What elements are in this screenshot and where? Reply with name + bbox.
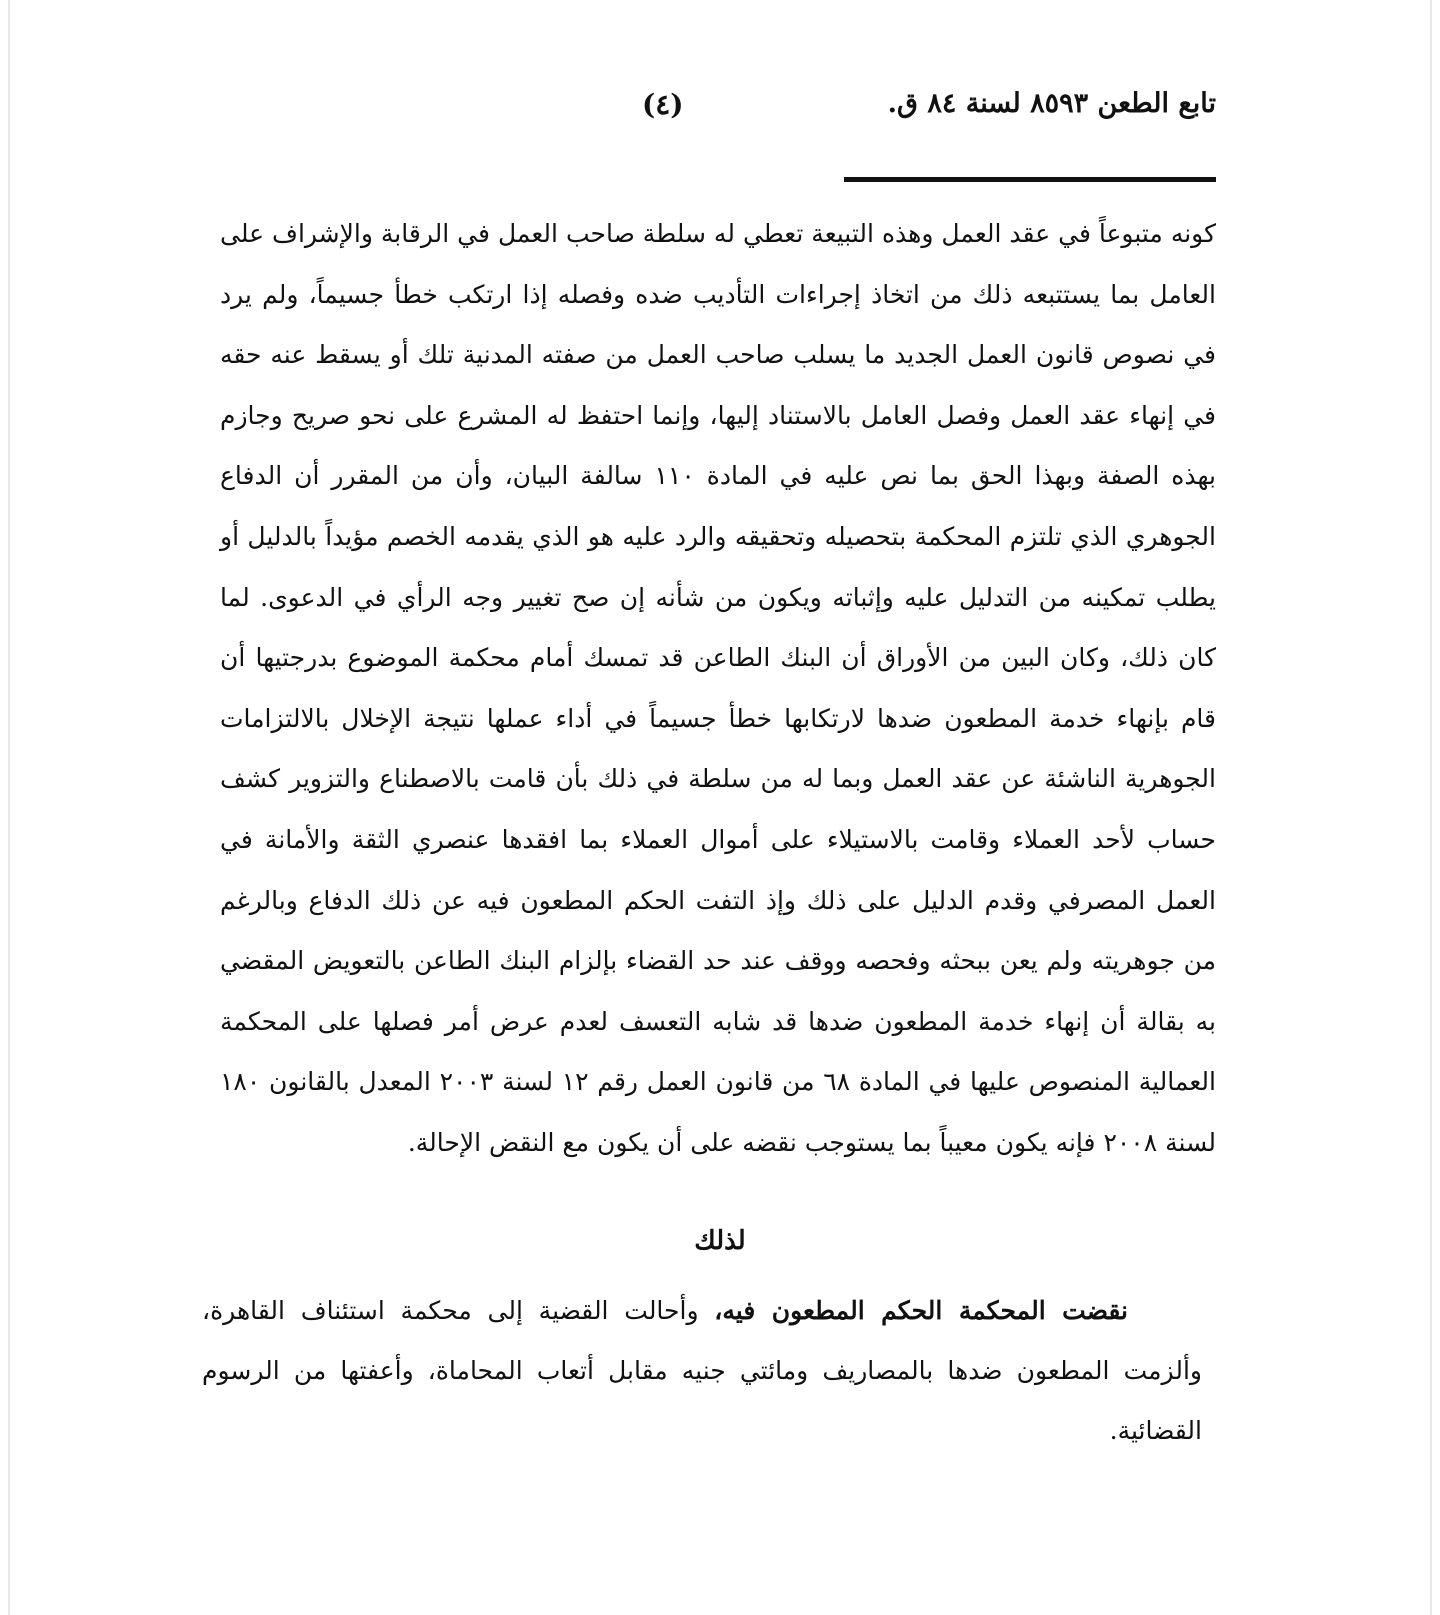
- page-edge-left: [8, 0, 10, 1615]
- conclusion-heading: لذلك: [694, 1226, 746, 1256]
- judgment-body-paragraph: كونه متبوعاً في عقد العمل وهذه التبيعة تعطي له سلطة صاحب العمل في الرقابة والإشراف على العامل بما يستتبعه ذلك من اتخاذ إجراءات التأديب ضده وفصله إذا ارتكب خطأ جسيماً، ولم يرد في نصوص قانون العمل الجديد ما يسلب صاحب العمل من صفته المدنية تلك أو يسقط عنه حقه في إنهاء عقد العمل وفصل العامل بالاستناد إليها، وإنما احتفظ له المشرع على نحو صريح وجازم بهذه الصفة وبهذا الحق بما نص عليه في المادة ١١٠ سالفة البيان، وأن من المقرر أن الدفاع الجوهري الذي تلتزم المحكمة بتحصيله وتحقيقه والرد عليه هو الذي يقدمه الخصم مؤيداً بالدليل أو يطلب تمكينه من التدليل عليه وإثباته ويكون من شأنه إن صح تغيير وجه الرأي في الدعوى. لما كان ذلك، وكان البين من الأوراق أن البنك الطاعن قد تمسك أمام محكمة الموضوع بدرجتيها أن قام بإنهاء خدمة المطعون ضدها لارتكابها خطأ جسيماً في أداء عملها نتيجة الإخلال بالالتزامات الجوهرية الناشئة عن عقد العمل وبما له من سلطة في ذلك بأن قامت بالاصطناع والتزوير كشف حساب لأحد العملاء وقامت بالاستيلاء على أموال العملاء بما افقدها عنصري الثقة والأمانة في العمل المصرفي وقدم الدليل على ذلك وإذ التفت الحكم المطعون فيه عن ذلك الدفاع وبالرغم من جوهريته ولم يعن ببحثه وفحصه ووقف عند حد القضاء بإلزام البنك الطاعن بالتعويض المقضي به بقالة أن إنهاء خدمة المطعون ضدها قد شابه التعسف لعدم عرض أمر فصلها على المحكمة العمالية المنصوص عليها في المادة ٦٨ من قانون العمل رقم ١٢ لسنة ٢٠٠٣ المعدل بالقانون ١٨٠ لسنة ٢٠٠٨ فإنه يكون معيباً بما يستوجب نقضه على أن يكون مع النقض الإحالة.: [220, 219, 1216, 1157]
- ruling-text: وأحالت القضية إلى محكمة استئناف القاهرة، وألزمت المطعون ضدها بالمصاريف ومائتي جنيه مقابل أتعاب المحاماة، وأعفتها من الرسوم القضائية.: [202, 1296, 1202, 1445]
- case-reference: تابع الطعن ٨٥٩٣ لسنة ٨٤ ق.: [887, 88, 1216, 119]
- page-number: (٤): [642, 88, 684, 121]
- header-divider: [844, 177, 1216, 182]
- ruling-paragraph: [202, 1281, 1202, 1461]
- page-header: [0, 88, 1440, 138]
- page-edge-right: [1430, 0, 1432, 1615]
- ruling-bold-text: نقضت المحكمة الحكم المطعون فيه،: [714, 1296, 1128, 1325]
